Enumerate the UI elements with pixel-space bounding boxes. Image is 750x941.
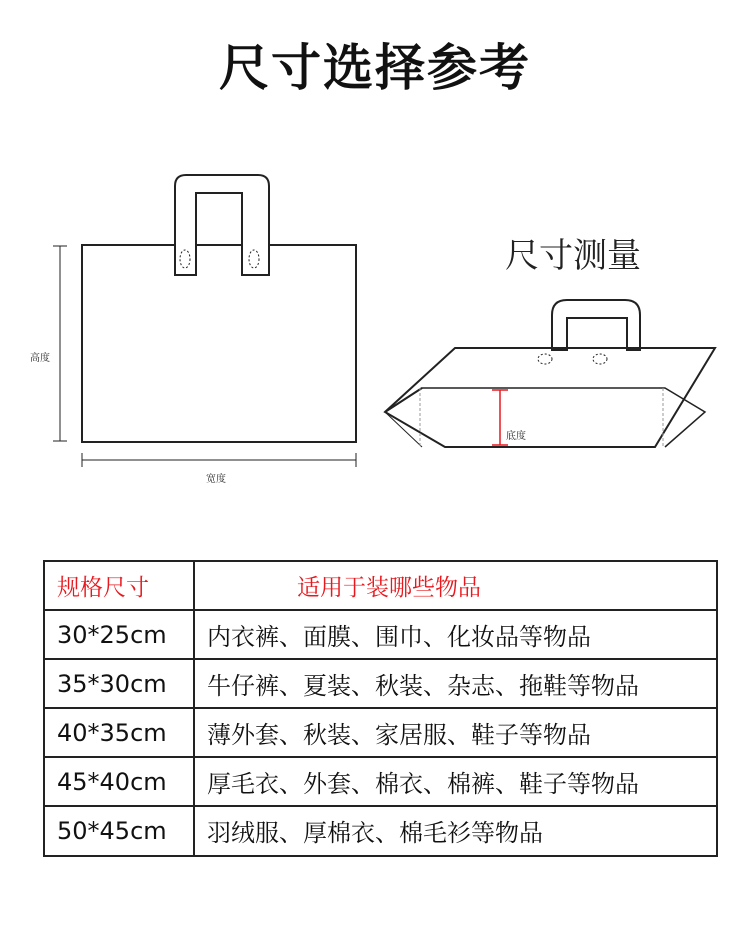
table-row <box>45 709 716 756</box>
table-row <box>45 758 716 805</box>
height-label: 高度 <box>30 353 50 364</box>
table-row <box>45 660 716 707</box>
use-cell: 牛仔裤、夏装、秋装、杂志、拖鞋等物品 <box>207 672 639 700</box>
size-cell: 30*25cm <box>57 620 167 649</box>
header-use: 适用于装哪些物品 <box>297 575 481 601</box>
use-cell: 厚毛衣、外套、棉衣、棉裤、鞋子等物品 <box>207 770 639 798</box>
size-cell: 45*40cm <box>57 767 167 796</box>
table-row <box>45 611 716 658</box>
table-row <box>45 807 716 854</box>
use-cell: 内衣裤、面膜、围巾、化妆品等物品 <box>207 623 591 651</box>
bottom-label: 底度 <box>506 431 526 442</box>
table-header <box>45 562 716 609</box>
gusset-handle <box>552 300 640 350</box>
use-cell: 薄外套、秋装、家居服、鞋子等物品 <box>207 721 591 749</box>
width-dimension <box>82 453 356 467</box>
size-cell: 50*45cm <box>57 816 167 845</box>
bag-body <box>82 245 356 442</box>
bag-handle <box>175 175 269 275</box>
page-title: 尺寸选择参考 <box>219 39 531 97</box>
size-table <box>43 560 718 857</box>
measure-title: 尺寸测量 <box>505 236 641 276</box>
width-label: 宽度 <box>206 474 226 485</box>
size-cell: 35*30cm <box>57 669 167 698</box>
size-cell: 40*35cm <box>57 718 167 747</box>
header-size: 规格尺寸 <box>57 575 149 601</box>
height-dimension <box>53 246 67 441</box>
gusset-bag <box>385 300 715 447</box>
front-bag <box>82 175 356 442</box>
use-cell: 羽绒服、厚棉衣、棉毛衫等物品 <box>207 819 543 847</box>
